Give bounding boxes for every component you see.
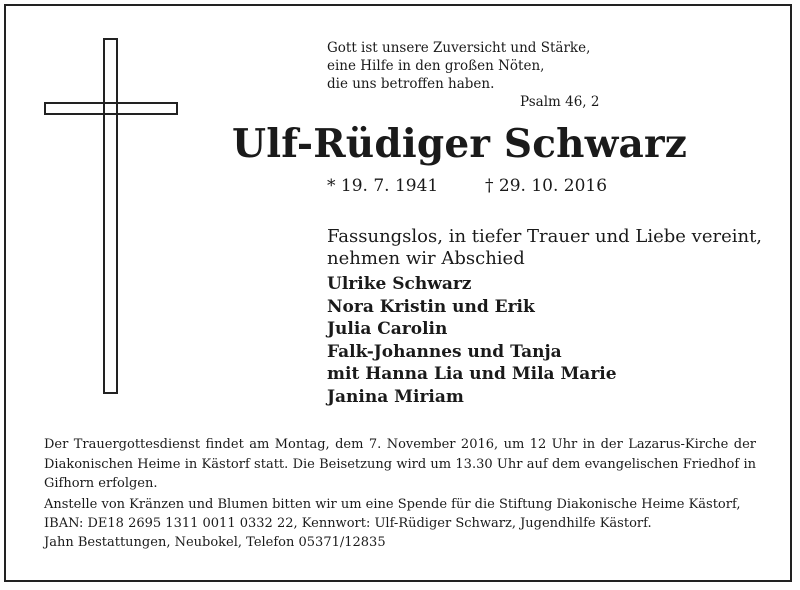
service-info (44, 435, 756, 535)
deceased-name: Ulf-Rüdiger Schwarz (232, 121, 688, 167)
verse-source: Psalm 46, 2 (520, 94, 600, 110)
family-member: Julia Carolin (327, 319, 448, 339)
bible-verse (327, 39, 627, 93)
death-date: † 29. 10. 2016 (485, 176, 608, 196)
donation-request: Anstelle von Kränzen und Blumen bitten wir um eine Spende für die Stiftung Diakonische Heime Kästorf, IBAN: DE18 2695 1311 0011 0332 22, Kennwort: Ulf-Rüdiger Schwarz, Jugendhilfe Kästorf. (44, 496, 741, 531)
family-member: Nora Kristin und Erik (327, 296, 535, 317)
intro-line: nehmen wir Abschied (327, 248, 525, 269)
undertaker-contact: Jahn Bestattungen, Neubokel, Telefon 05371/12835 (44, 535, 386, 550)
mourning-intro (327, 226, 762, 270)
birth-date: * 19. 7. 1941 (327, 176, 439, 196)
verse-line: Gott ist unsere Zuversicht und Stärke, (327, 40, 591, 56)
verse-line: die uns betroffen haben. (327, 76, 495, 92)
cross-icon (44, 38, 178, 394)
service-details: Der Trauergottesdienst findet am Montag, dem 7. November 2016, um 12 Uhr in der Lazarus-Kirche der Diakonischen Heime in Kästorf statt. Die Beisetzung wird um 13.30 Uhr auf dem evangelischen Friedhof in Gifhorn erfolgen. (44, 437, 756, 491)
family-member: Falk-Johannes und Tanja (327, 341, 562, 362)
family-member: Janina Miriam (327, 386, 464, 407)
family-member: Ulrike Schwarz (327, 274, 472, 294)
intro-line: Fassungslos, in tiefer Trauer und Liebe vereint, (327, 226, 763, 247)
family-member: mit Hanna Lia und Mila Marie (327, 364, 617, 384)
verse-line: eine Hilfe in den großen Nöten, (327, 58, 545, 74)
family-list (327, 273, 617, 408)
